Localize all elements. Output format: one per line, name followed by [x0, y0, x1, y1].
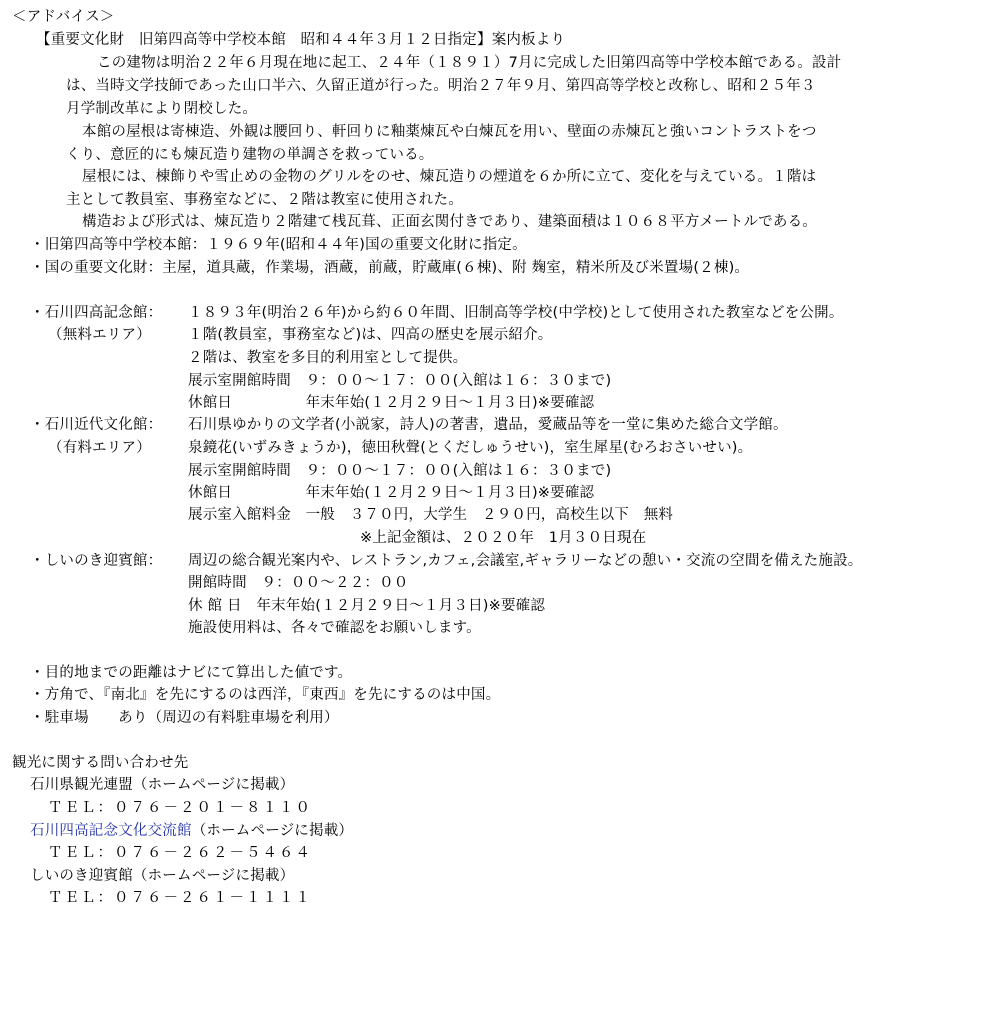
shiko-hours: 展示室開館時間 ９：００～１７：００(入館は１６：３０まで)	[188, 373, 612, 389]
kindai-fee-note: ※上記金額は、２０２０年 1月３０日現在	[360, 530, 647, 546]
shiko-contact-suffix: （ホームページに掲載）	[191, 823, 354, 839]
shiko-area: （無料エリア）	[48, 327, 151, 343]
shiinoki-tel: ＴＥＬ：０７６－２６１－１１１１	[48, 890, 312, 906]
para4-line1: 構造および形式は、煉瓦造り２階建て桟瓦葺、正面玄関付きであり、建築面積は１０６８平方メートルである。	[82, 214, 817, 230]
para2-line2: くり、意匠的にも煉瓦造り建物の単調さを救っている。	[66, 147, 434, 163]
shiko-closed: 休館日 年末年始(１２月２９日～１月３日)※要確認	[188, 395, 595, 411]
note-distance: ・目的地までの距離はナビにて算出した値です。	[30, 665, 353, 681]
kindai-line2: 泉鏡花(いずみきょうか)，徳田秋聲(とくだしゅうせい)，室生犀星(むろおさいせい)。	[188, 440, 753, 456]
para3-line1: 屋根には、棟飾りや雪止めの金物のグリルをのせ、煉瓦造りの煙道を６か所に立て、変化を与えている。１階は	[82, 169, 817, 185]
shiinoki-closed: 休 館 日 年末年始(１２月２９日～１月３日)※要確認	[188, 598, 546, 614]
honkan-note: ・旧第四高等中学校本館：１９６９年(昭和４４年)国の重要文化財に指定。	[30, 237, 527, 253]
contacts-heading: 観光に関する問い合わせ先	[12, 755, 189, 771]
shiinoki-line1: 周辺の総合観光案内や、レストラン,カフェ,会議室,ギャラリーなどの憩い・交流の空間を備えた施設。	[188, 553, 863, 569]
shiinoki-fee: 施設使用料は、各々で確認をお願いします。	[188, 620, 481, 636]
plaque-title: 【重要文化財 旧第四高等中学校本館 昭和４４年３月１２日指定】案内板より	[36, 32, 566, 48]
kindai-line1: 石川県ゆかりの文学者(小説家，詩人)の著書，遺品，愛蔵品等を一堂に集めた総合文学館。	[188, 417, 788, 433]
kanko-name: 石川県観光連盟（ホームページに掲載）	[30, 777, 295, 793]
para3-line2: 主として教員室、事務室などに、２階は教室に使用された。	[66, 192, 463, 208]
kindai-label: ・石川近代文化館：	[30, 417, 163, 433]
shiko-line2: １階(教員室，事務室など)は、四高の歴史を展示紹介。	[188, 327, 553, 343]
shiinoki-contact-name: しいのき迎賓館（ホームページに掲載）	[30, 868, 295, 884]
kindai-area: （有料エリア）	[48, 440, 151, 456]
shiko-line3: ２階は、教室を多目的利用室として提供。	[188, 350, 468, 366]
para1-line2: は、当時文学技師であった山口半六、久留正道が行った。明治２７年９月、第四高等学校と改称し、昭和２５年３	[66, 78, 816, 94]
shiko-tel: ＴＥＬ：０７６－２６２－５４６４	[48, 845, 312, 861]
advice-heading: ＜アドバイス＞	[12, 9, 115, 25]
shiko-link[interactable]: 石川四高記念文化交流館	[30, 823, 192, 839]
shiinoki-hours: 開館時間 ９：００～２２：００	[188, 575, 409, 591]
para1-line3: 月学制改革により閉校した。	[66, 101, 258, 117]
para2-line1: 本館の屋根は寄棟造、外観は腰回り、軒回りに釉薬煉瓦や白煉瓦を用い、壁面の赤煉瓦と強いコントラストをつ	[82, 124, 817, 140]
kanko-tel: ＴＥＬ：０７６－２０１－８１１０	[48, 800, 312, 816]
note-direction: ・方角で、『南北』を先にするのは西洋，『東西』を先にするのは中国。	[30, 687, 501, 703]
shiko-contact	[30, 820, 353, 842]
shiko-line1: １８９３年(明治２６年)から約６０年間、旧制高等学校(中学校)として使用された教室などを公開。	[188, 305, 844, 321]
shiko-label: ・石川四高記念館：	[30, 305, 163, 321]
kindai-fees: 展示室入館料金 一般 ３７０円，大学生 ２９０円，高校生以下 無料	[188, 507, 674, 523]
shiinoki-label: ・しいのき迎賓館：	[30, 553, 163, 569]
note-parking: ・駐車場 あり（周辺の有料駐車場を利用）	[30, 710, 339, 726]
para1-line1: この建物は明治２２年６月現在地に起工、２４年（１８９１）7月に完成した旧第四高等中学校本館である。設計	[97, 55, 842, 71]
national-assets: ・国の重要文化財：主屋，道具蔵，作業場，酒蔵，前蔵，貯蔵庫(６棟)、附 麹室，精米所及び米置場(２棟)。	[30, 260, 750, 276]
kindai-hours: 展示室開館時間 ９：００～１７：００(入館は１６：３０まで)	[188, 463, 612, 479]
kindai-closed: 休館日 年末年始(１２月２９日～１月３日)※要確認	[188, 485, 595, 501]
